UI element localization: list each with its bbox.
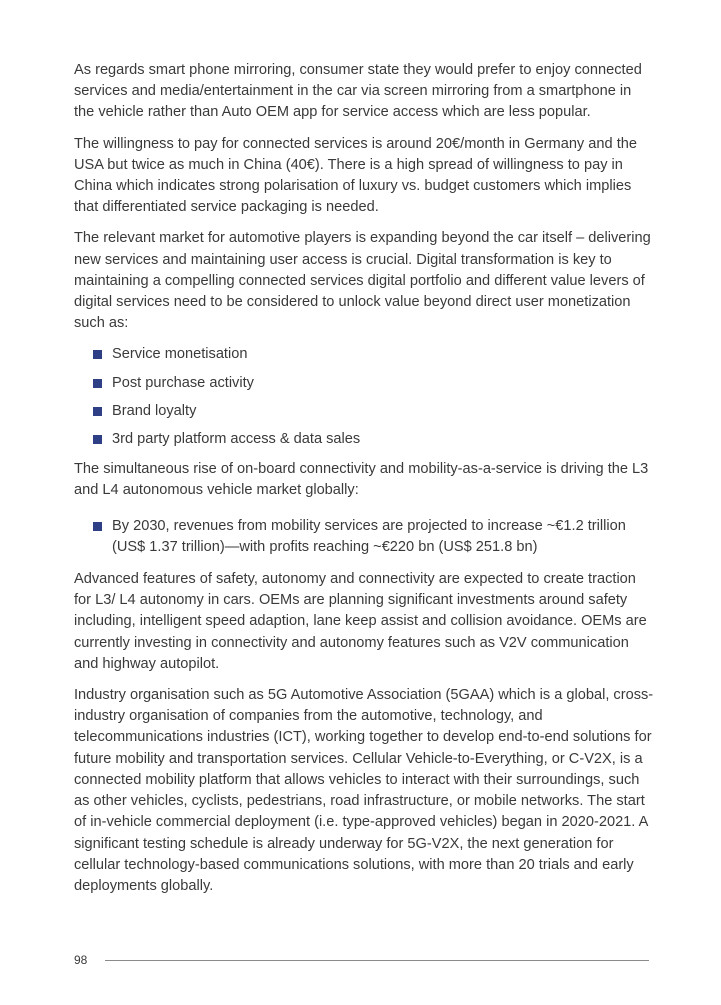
paragraph-industry-organisation: Industry organisation such as 5G Automotive Association (5GAA) which is a global, cross-industry organisation of companies from the automotive, technology, and telecommunications industries (ICT), working together to develop end-to-end solutions for future mobility and transportation services. Cellular Vehicle-to-Everything, or C-V2X, is a connected mobility platform that allows vehicles to interact with their surroundings, such as other vehicles, cyclists, pedestrians, road infrastructure, or mobile networks. The start of in-vehicle commercial deployment (i.e. type-approved vehicles) began in 2020-2021. A significant testing schedule is already underway for 5G-V2X, the next generation for cellular technology-based communications solutions, with more than 20 trials and early deployments globally.: [74, 687, 654, 894]
list-item-text: Post purchase activity: [112, 374, 254, 391]
square-bullet-icon: [93, 522, 102, 531]
list-item: [93, 401, 654, 422]
list-item: [93, 429, 654, 450]
square-bullet-icon: [93, 350, 102, 359]
square-bullet-icon: [93, 435, 102, 444]
square-bullet-icon: [93, 379, 102, 388]
list-item-text: 3rd party platform access & data sales: [112, 431, 361, 448]
paragraph-autonomous-market: The simultaneous rise of on-board connectivity and mobility-as-a-service is driving the L3 and L4 autonomous vehicle market globally:: [74, 461, 649, 499]
list-item-text: Service monetisation: [112, 346, 248, 363]
footer-divider: [105, 960, 649, 961]
list-item: [93, 516, 654, 558]
square-bullet-icon: [93, 407, 102, 416]
list-item: [93, 344, 654, 365]
page-number: 98: [74, 953, 88, 967]
list-item: [93, 373, 654, 394]
paragraph-willingness-to-pay: The willingness to pay for connected services is around 20€/month in Germany and the USA but twice as much in China (40€). There is a high spread of willingness to pay in China which indicates strong polarisation of luxury vs. budget customers which implies that differentiated service packaging is needed.: [74, 135, 637, 216]
paragraph-advanced-features: Advanced features of safety, autonomy and connectivity are expected to create traction for L3/ L4 autonomy in cars. OEMs are planning significant investments around safety including, intelligent speed adaption, lane keep assist and collision avoidance. OEMs are currently investing in connectivity and autonomy features such as V2V communication and highway autopilot.: [74, 571, 647, 672]
list-item-text: By 2030, revenues from mobility services are projected to increase ~€1.2 trillion (US$ 1.37 trillion)—with profits reaching ~€220 bn (US$ 251.8 bn): [112, 517, 626, 555]
list-item-text: Brand loyalty: [112, 402, 197, 419]
paragraph-market-expansion: The relevant market for automotive players is expanding beyond the car itself – delivering new services and maintaining user access is crucial. Digital transformation is key to maintaining a compelling connected services digital portfolio and different value levers of digital services need to be considered to unlock value beyond direct user monetization such as:: [74, 230, 651, 332]
value-levers-list: [74, 344, 654, 450]
page-footer: [74, 953, 649, 969]
projection-list: [74, 516, 654, 558]
document-body: [74, 60, 654, 907]
paragraph-smartphone-mirroring: As regards smart phone mirroring, consumer state they would prefer to enjoy connected services and media/entertainment in the car via screen mirroring from a smartphone in the vehicle rather than Auto OEM app for service access which are less popular.: [74, 62, 642, 121]
